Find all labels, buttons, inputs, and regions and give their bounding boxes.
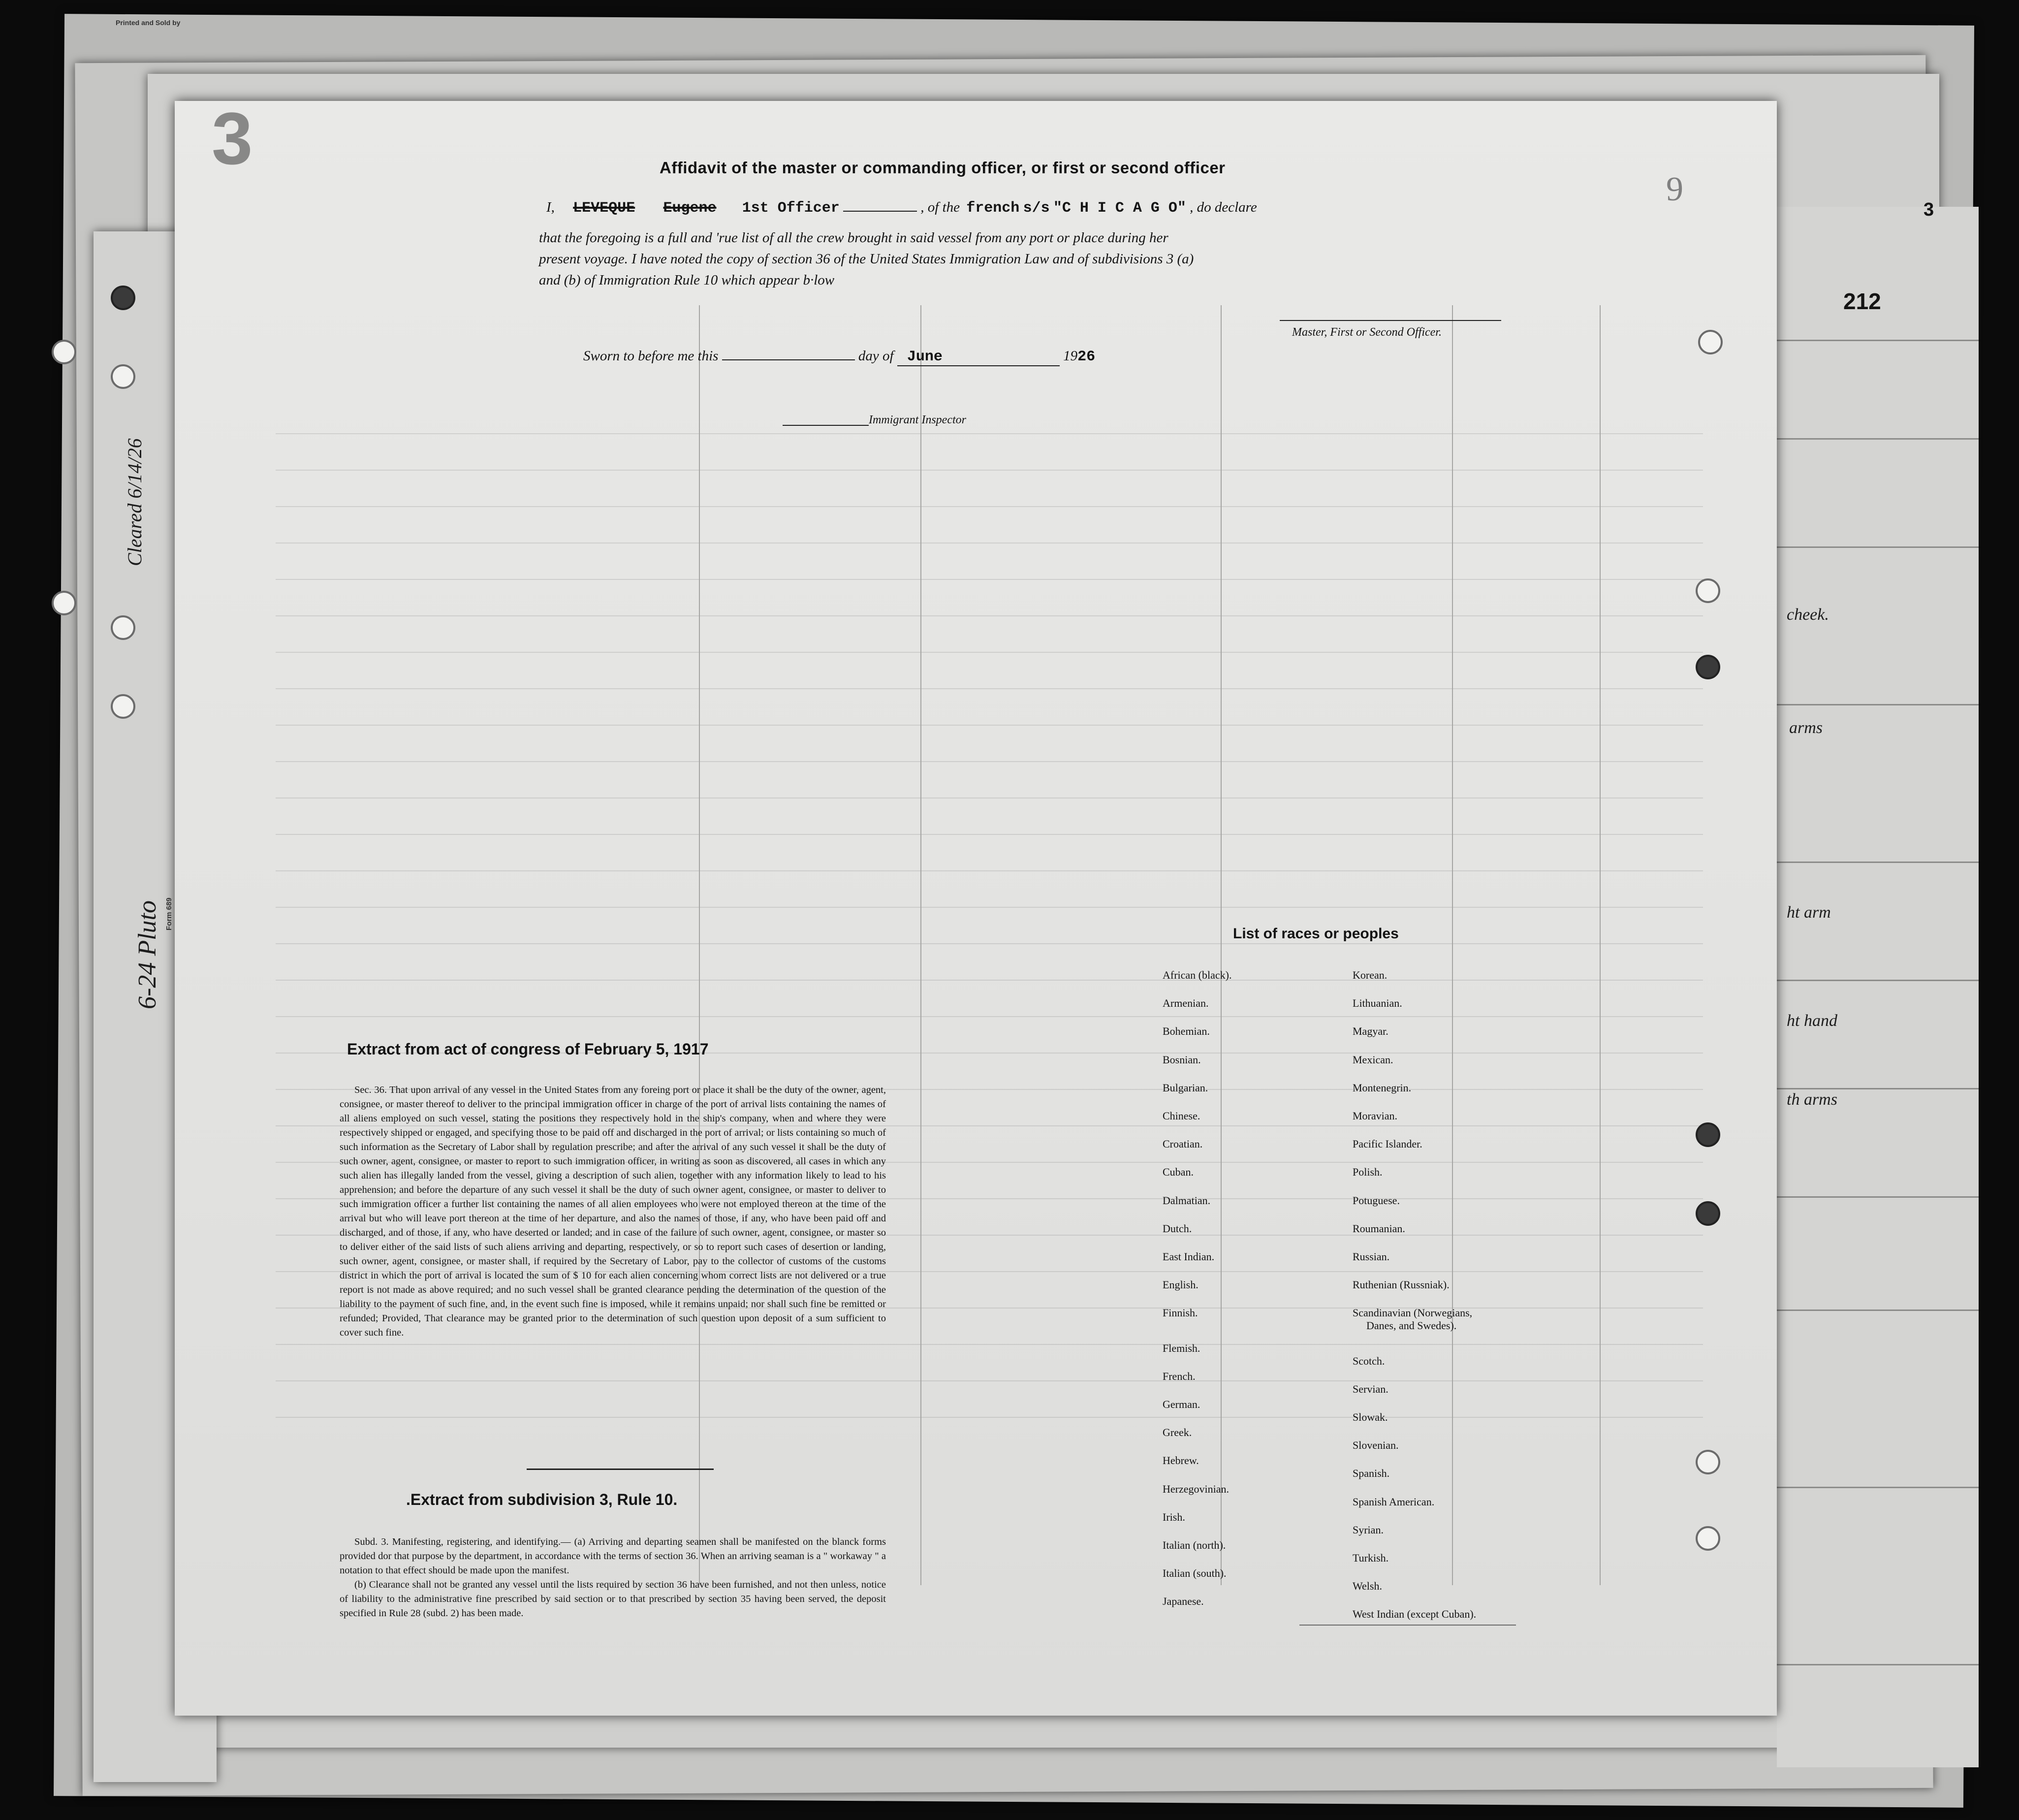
vessel-nationality: french	[966, 200, 1020, 217]
race-entry: Polish.	[1353, 1166, 1383, 1179]
race-entry: English.	[1163, 1278, 1199, 1291]
officer-given-name: Eugene	[663, 200, 717, 217]
right-note: th arms	[1787, 1090, 1837, 1109]
race-entry: Dalmatian.	[1163, 1194, 1211, 1207]
inspector-signature-line	[783, 425, 869, 426]
page-number: 212	[1843, 288, 1881, 314]
race-entry: Spanish American.	[1353, 1495, 1435, 1508]
binder-hole	[1696, 655, 1720, 679]
race-entry: Cuban.	[1163, 1166, 1194, 1179]
race-entry: Roumanian.	[1353, 1222, 1405, 1235]
race-entry: Bohemian.	[1163, 1025, 1210, 1038]
form-label: Form 689	[165, 897, 173, 930]
race-entry: Danes, and Swedes).	[1366, 1319, 1457, 1332]
margin-handwriting: 6-24 Pluto	[133, 900, 161, 1009]
printed-header: Printed and Sold by	[116, 19, 181, 27]
binder-hole	[111, 364, 135, 389]
binder-hole	[111, 286, 135, 310]
race-entry: Montenegrin.	[1353, 1081, 1412, 1094]
race-entry: Armenian.	[1163, 997, 1209, 1010]
act-extract-text: Sec. 36. That upon arrival of any vessel in the United States from any foreing port or place it shall be the duty of the owner, agent, consignee, or master thereof to deliver to the principal immigration officer in charge of the port of arrival lists containing the names of all aliens employed on such vessel, stating the positions they respectively hold in the ship's company, when and where they were respectively shipped or engaged, and specifying those to be paid off and discharged in the port of arrival; or lists containing so much of such information as the Secretary of Labor shall by regulation prescribe; and after the arrival of any such vessel it shall be the duty of such owner, agent, consignee, or master to report to such immigration officer, in writing as soon as discovered, all cases in which any such alien has illegally landed from the vessel, giving a description of such alien, together with any information likely to lead to his apprehension; and before the departure of any such vessel it shall be the duty of such owner agent, consignee, or master to deliver to such immigration officer a further list containing the names of all alien employees who were not employed thereon at the time of the arrival but who will leave port thereon at the time of her departure, and also the names of those, if any, who have been paid off and discharged, and of those, if any, who have deserted or landed; and in case of the failure of such owner, agent, consignee, or master so to deliver either of the said lists of such aliens arriving and departing, respectively, or so to report such cases of desertion or landing, such owner, agent, consignee, or master shall, if required by the Secretary of Labor, pay to the collector of customs of the customs district in which the port of arrival is located the sum of $ 10 for each alien concerning whom correct lists are not delivered or a true report is not made as above required; and no such vessel shall be granted clearance pending the determination of the question of the liability to the payment of such fine, and, in the event such fine is imposed, while it remains unpaid; nor shall such fine be remitted or refunded; Provided, That clearance may be granted prior to the determination of such question upon deposit of a sum sufficient to cover such fine.	[340, 1085, 886, 1338]
race-entry: Spanish.	[1353, 1467, 1390, 1480]
rule-extract-text: Subd. 3. Manifesting, registering, and identifying.— (a) Arriving and departing seamen shall be manifested on the blanck forms provided dor that purpose by the department, in accordance with the terms of section 36. When an arriving seaman is a " workaway " a notation to that effect should be made upon the manifest. (b) Clearance shall not be granted any vessel until the lists required by section 36 have been furnished, and not then unless, notice of liability to the administrative fine prescribed by said section or to that prescribed by section 35 having been served, the deposit specified in Rule 28 (subd. 2) has been made.	[340, 1536, 886, 1619]
officer-surname: LEVEQUE	[573, 200, 635, 217]
race-entry: East Indian.	[1163, 1250, 1215, 1263]
act-extract-title: Extract from act of congress of February 5, 1917	[347, 1040, 709, 1058]
race-entry: West Indian (except Cuban).	[1353, 1608, 1477, 1621]
affidavit-line-2: that the foregoing is a full and 'rue list of all the crew brought in said vessel from any port or place during her	[539, 230, 1168, 246]
affidavit-title: Affidavit of the master or commanding officer, or first or second officer	[660, 159, 1226, 177]
race-entry: Moravian.	[1353, 1110, 1398, 1122]
race-entry: Dutch.	[1163, 1222, 1192, 1235]
binder-hole	[52, 340, 76, 364]
race-entry: Japanese.	[1163, 1595, 1204, 1608]
race-entry: Potuguese.	[1353, 1194, 1400, 1207]
race-entry: Scandinavian (Norwegians,	[1353, 1307, 1473, 1319]
binder-hole	[111, 694, 135, 719]
race-entry: Magyar.	[1353, 1025, 1388, 1038]
races-title: List of races or peoples	[1233, 926, 1399, 942]
race-entry: Greek.	[1163, 1426, 1192, 1439]
officer-rank: 1st Officer	[742, 200, 840, 217]
race-entry: Herzegovinian.	[1163, 1482, 1229, 1495]
race-entry: Hebrew.	[1163, 1454, 1199, 1467]
signature-line	[1280, 320, 1501, 321]
race-entry: Slowak.	[1353, 1411, 1388, 1423]
race-entry: Finnish.	[1163, 1307, 1198, 1319]
affidavit-line-4: and (b) of Immigration Rule 10 which appear b·low	[539, 272, 835, 288]
race-entry: Flemish.	[1163, 1341, 1200, 1354]
vessel-prefix: s/s	[1023, 200, 1050, 217]
binder-hole	[111, 615, 135, 640]
right-note: cheek.	[1787, 606, 1829, 624]
corner-digit: 3	[1924, 199, 1934, 220]
race-entry: Welsh.	[1353, 1580, 1382, 1593]
binder-hole	[1696, 1450, 1720, 1474]
inspector-caption: Immigrant Inspector	[869, 414, 966, 426]
race-entry: Syrian.	[1353, 1523, 1384, 1536]
race-entry: French.	[1163, 1370, 1196, 1382]
races-underline	[1299, 1625, 1516, 1626]
race-entry: Irish.	[1163, 1510, 1185, 1523]
sworn-month: June	[897, 349, 1060, 366]
race-entry: African (black).	[1163, 969, 1232, 981]
vessel-name: "C H I C A G O"	[1053, 200, 1186, 217]
affidavit-line-3: present voyage. I have noted the copy of section 36 of the United States Immigration Law and of subdivisions 3 (a)	[539, 251, 1194, 267]
binder-hole	[52, 591, 76, 615]
race-entry: Bosnian.	[1163, 1053, 1201, 1066]
race-entry: German.	[1163, 1398, 1200, 1410]
right-note: arms	[1789, 719, 1823, 737]
race-entry: Ruthenian (Russniak).	[1353, 1278, 1450, 1291]
sworn-year: 26	[1077, 349, 1096, 365]
top-right-mark: 9	[1666, 170, 1683, 208]
binder-hole	[1696, 1526, 1720, 1551]
sworn-line: Sworn to before me this day of June 1926	[583, 348, 1096, 365]
race-entry: Croatian.	[1163, 1138, 1203, 1150]
race-entry: Lithuanian.	[1353, 997, 1402, 1010]
signature-caption: Master, First or Second Officer.	[1292, 326, 1442, 339]
race-entry: Bulgarian.	[1163, 1081, 1208, 1094]
race-entry: Russian.	[1353, 1250, 1390, 1263]
race-entry: Scotch.	[1353, 1354, 1385, 1367]
section-separator	[527, 1469, 714, 1470]
binder-hole	[1696, 1122, 1720, 1147]
right-underlying-sheet	[1777, 207, 1979, 1767]
race-entry: Chinese.	[1163, 1110, 1200, 1122]
binder-hole	[1696, 1201, 1720, 1226]
binder-hole	[1696, 578, 1720, 603]
race-entry: Slovenian.	[1353, 1439, 1399, 1452]
race-entry: Italian (south).	[1163, 1567, 1227, 1580]
race-entry: Mexican.	[1353, 1053, 1393, 1066]
cleared-note: Cleared 6/14/26	[124, 438, 146, 566]
race-entry: Korean.	[1353, 969, 1388, 981]
race-entry: Servian.	[1353, 1382, 1388, 1395]
big-stamp-digit: 3	[212, 97, 253, 180]
race-entry: Turkish.	[1353, 1552, 1389, 1564]
race-entry: Italian (north).	[1163, 1539, 1226, 1551]
affidavit-line-1: I, LEVEQUE Eugene 1st Officer , of the french s/s "C H I C A G O" , do declare	[546, 199, 1257, 217]
right-note: ht arm	[1787, 903, 1831, 922]
binder-hole	[1698, 330, 1723, 354]
right-note: ht hand	[1787, 1012, 1837, 1030]
rule-extract-title: .Extract from subdivision 3, Rule 10.	[406, 1491, 678, 1508]
race-entry: Pacific Islander.	[1353, 1138, 1422, 1150]
